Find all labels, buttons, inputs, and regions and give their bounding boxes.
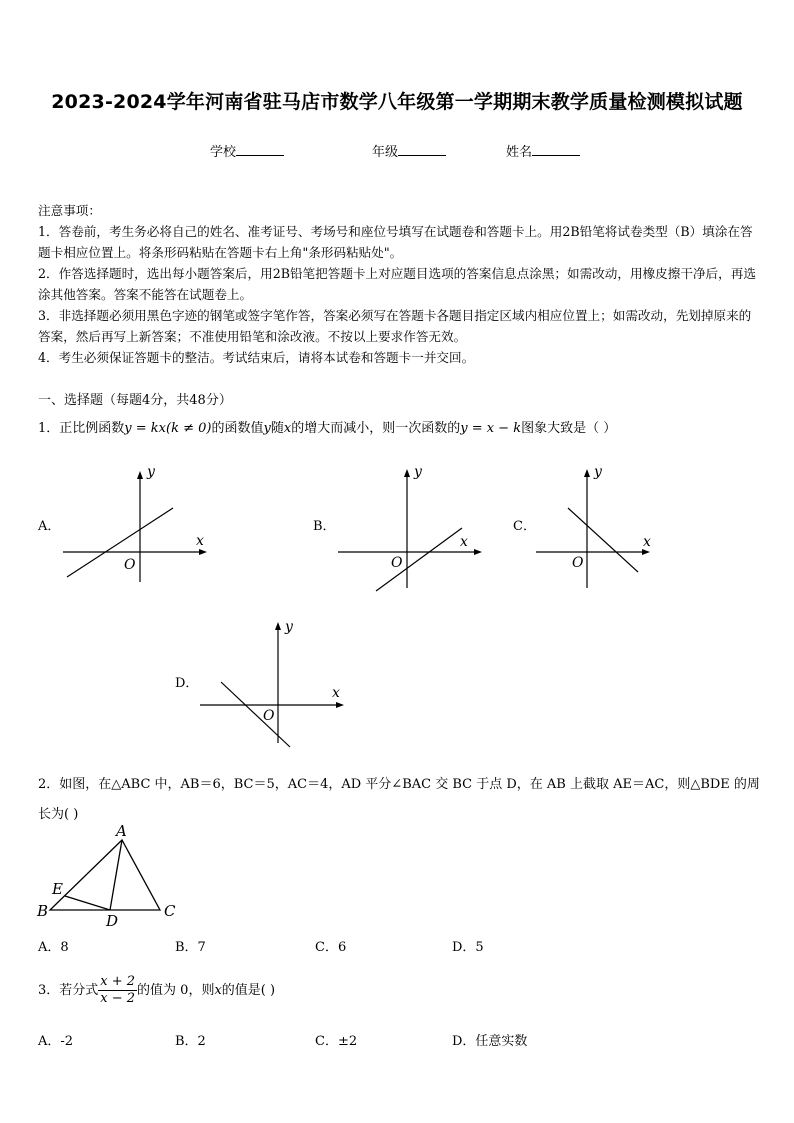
- label-a: A: [116, 822, 127, 840]
- question-1: [38, 419, 760, 439]
- q2-option-c[interactable]: C．6: [315, 940, 347, 955]
- q3-text-c: 的值是( ): [221, 983, 276, 998]
- triangle-abc: [50, 840, 160, 910]
- q1-text-b: 的函数值: [211, 421, 264, 436]
- q1-option-a[interactable]: A．: [38, 519, 61, 534]
- q1-var-y: y: [263, 421, 271, 436]
- q3-option-c[interactable]: C．±2: [315, 1034, 358, 1049]
- q1-text-e: 图象大致是（ ）: [521, 421, 617, 436]
- x-arrow-icon: [336, 702, 344, 708]
- q1-text-d: 的增大而减小，则一次函数的: [291, 421, 461, 436]
- note-item-4: 4．考生必须保证答题卡的整洁。考试结束后，请将本试卷和答题卡一并交回。: [38, 350, 475, 365]
- notes-heading: 注意事项：: [38, 203, 101, 218]
- x-label: x: [460, 534, 468, 550]
- note-item-3: 3．非选择题必须用黑色字迹的钢笔或签字笔作答，答案必须写在答题卡各题目指定区域内相应位置上；如需改动，先划掉原来的答案，然后再写上新答案；不准使用铅笔和涂改液。不按以上要求作答无效。: [38, 308, 752, 344]
- q3-option-a[interactable]: A．-2: [38, 1034, 74, 1049]
- name-field: [506, 141, 580, 160]
- q1-var-x: x: [283, 421, 292, 436]
- y-label: y: [594, 464, 602, 480]
- q1-text-a: 正比例函数: [59, 421, 125, 436]
- q3-option-b[interactable]: B．2: [175, 1034, 206, 1049]
- x-label: x: [332, 685, 340, 701]
- origin-label: O: [263, 708, 275, 724]
- note-item-2: 2．作答选择题时，选出每小题答案后，用2B铅笔把答题卡上对应题目选项的答案信息点涂黑；如需改动，用橡皮擦干净后，再选涂其他答案。答案不能答在试题卷上。: [38, 266, 756, 302]
- label-d: D: [106, 912, 119, 930]
- origin-label: O: [391, 555, 403, 571]
- question-2: 2．如图，在△ABC 中，AB＝6，BC＝5，AC＝4，AD 平分∠BAC 交 BC 于点 D，在 AB 上截取 AE＝AC，则△BDE 的周长为( ): [38, 777, 760, 822]
- q3-denominator: x − 2: [100, 991, 136, 1006]
- origin-label: O: [572, 555, 584, 571]
- x-arrow-icon: [199, 549, 207, 555]
- question-3: [38, 974, 760, 1007]
- x-label: x: [196, 533, 204, 549]
- school-label: 学校: [210, 145, 237, 160]
- q1-option-d[interactable]: D．: [175, 676, 199, 691]
- grade-label: 年级: [372, 145, 399, 160]
- y-arrow-icon: [404, 469, 410, 477]
- note-item-1: 1．答卷前，考生务必将自己的姓名、准考证号、考场号和座位号填写在试题卷和答题卡上。用2B铅笔将试卷类型（B）填涂在答题卡相应位置上。将条形码粘贴在答题卡右上角"条形码粘贴处"。: [38, 224, 753, 260]
- label-b: B: [37, 902, 49, 920]
- q1-graph-b: [330, 462, 490, 592]
- q2-option-a[interactable]: A．8: [38, 940, 69, 955]
- graph-line: [221, 682, 290, 747]
- label-c: C: [164, 902, 176, 920]
- q1-graph-c: [530, 462, 660, 592]
- y-arrow-icon: [584, 469, 590, 477]
- q1-option-b[interactable]: B．: [313, 519, 336, 534]
- segment-ed: [65, 896, 110, 910]
- label-e: E: [52, 880, 63, 898]
- y-arrow-icon: [137, 471, 143, 479]
- grade-blank[interactable]: [398, 143, 446, 156]
- q1-option-c[interactable]: C．: [513, 519, 536, 534]
- q3-text-a: 3．若分式: [38, 983, 99, 998]
- q1-graph-d: [195, 617, 355, 752]
- q1-number: 1．: [38, 421, 60, 436]
- q1-expr2: y = x − k: [460, 421, 522, 436]
- q3-option-d[interactable]: D．任意实数: [452, 1034, 528, 1049]
- q2-option-d[interactable]: D．5: [452, 940, 484, 955]
- q1-graph-a: [55, 462, 215, 587]
- q1-text-c: 随: [270, 421, 284, 436]
- page-title: 2023-2024学年河南省驻马店市数学八年级第一学期期末教学质量检测模拟试题: [51, 91, 743, 113]
- name-label: 姓名: [506, 145, 533, 160]
- q3-numerator: x + 2: [100, 974, 136, 989]
- graph-line: [376, 528, 462, 591]
- x-label: x: [643, 534, 651, 550]
- y-label: y: [285, 619, 293, 635]
- name-blank[interactable]: [532, 143, 580, 156]
- y-label: y: [147, 464, 155, 480]
- grade-field: [372, 141, 446, 160]
- x-arrow-icon: [474, 549, 482, 555]
- y-label: y: [414, 464, 422, 480]
- origin-label: O: [124, 557, 136, 573]
- graph-line: [67, 508, 173, 577]
- q3-text-b: 的值为 0，则: [137, 983, 215, 998]
- q1-expr1: y = kx(k ≠ 0): [124, 421, 212, 436]
- q2-option-b[interactable]: B．7: [175, 940, 206, 955]
- q2-triangle-diagram: [36, 822, 186, 932]
- school-field: [210, 141, 284, 160]
- school-blank[interactable]: [236, 143, 284, 156]
- section-heading: 一、选择题（每题4分，共48分）: [38, 393, 232, 408]
- q3-fraction: [98, 974, 137, 1007]
- q3-var-x: x: [214, 983, 222, 998]
- y-arrow-icon: [275, 622, 281, 630]
